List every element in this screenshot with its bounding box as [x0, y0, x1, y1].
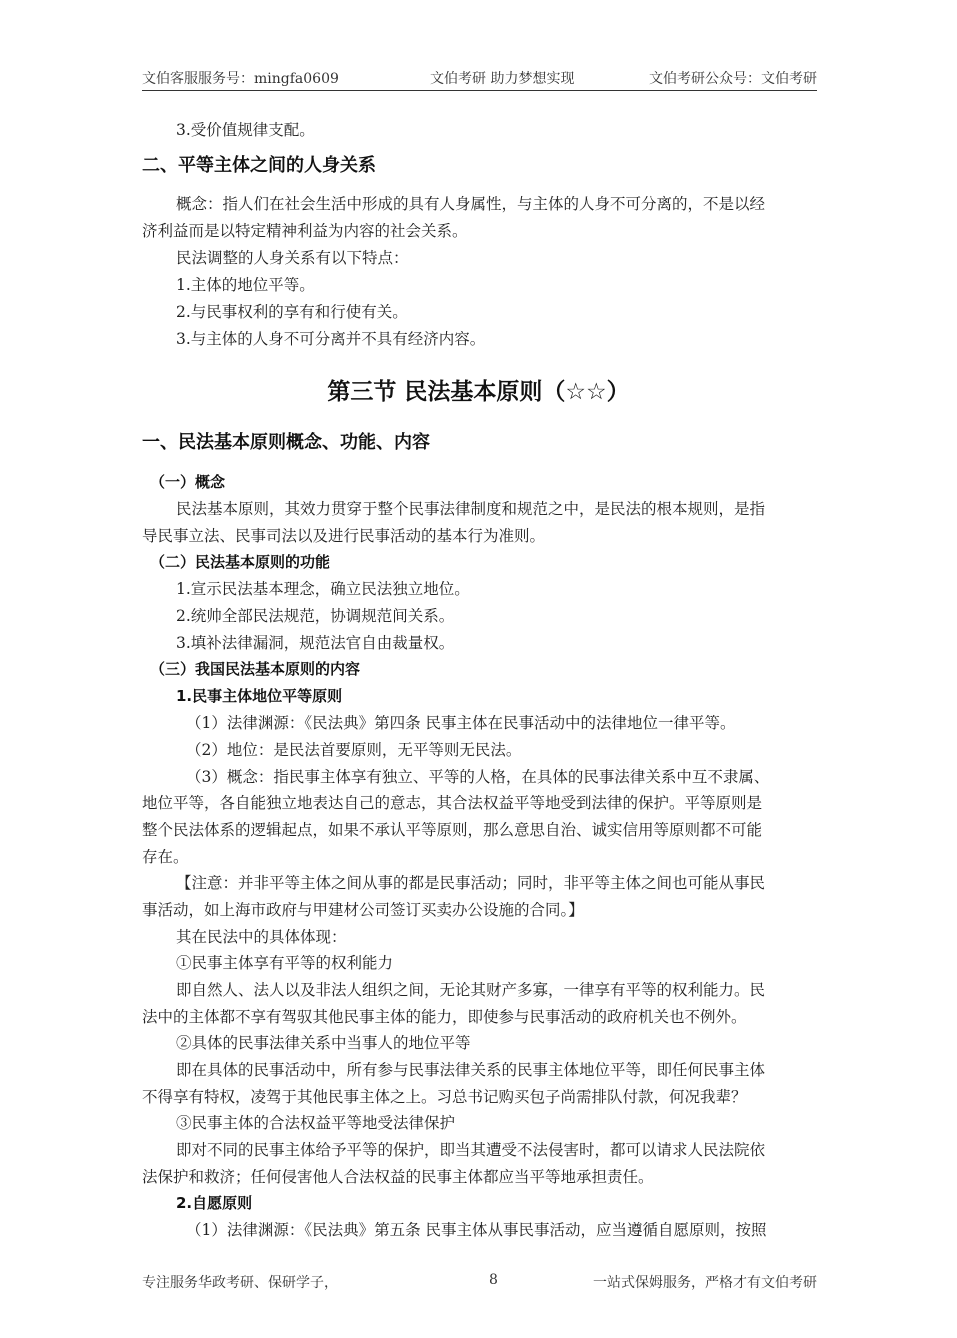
- body-line: 1.宣示民法基本理念，确立民法独立地位。: [176, 580, 470, 598]
- body-line: ③民事主体的合法权益平等地受法律保护: [176, 1114, 456, 1132]
- section-heading: 一、民法基本原则概念、功能、内容: [142, 432, 430, 453]
- header-left: 文伯客服服务号：mingfa0609: [142, 71, 339, 87]
- page-header: [142, 66, 817, 91]
- body-line: 存在。: [142, 848, 189, 866]
- body-line: 概念：指人们在社会生活中形成的具有人身属性，与主体的人身不可分离的，不是以经: [176, 195, 766, 213]
- body-line: （1）法律渊源：《民法典》第四条 民事主体在民事活动中的法律地位一律平等。: [186, 714, 736, 732]
- body-line: （3）概念：指民事主体享有独立、平等的人格，在具体的民事法律关系中互不隶属、: [186, 768, 770, 786]
- body-line: 其在民法中的具体体现：: [176, 928, 347, 946]
- body-line: 民法基本原则，其效力贯穿于整个民事法律制度和规范之中，是民法的根本规则，是指: [176, 500, 766, 518]
- footer-left: 专注服务华政考研、保研学子，: [142, 1275, 338, 1291]
- body-line: 法保护和救济；任何侵害他人合法权益的民事主体都应当平等地承担责任。: [142, 1168, 654, 1186]
- chapter-title: 第三节 民法基本原则（☆☆）: [327, 379, 630, 405]
- body-line: 民法调整的人身关系有以下特点：: [176, 249, 409, 267]
- subsection-heading: （二）民法基本原则的功能: [150, 553, 331, 571]
- note-line: 【注意：并非平等主体之间从事的都是民事活动；同时，非平等主体之间也可能从事民: [176, 874, 766, 892]
- body-line: 3.受价值规律支配。: [176, 121, 315, 139]
- note-line: 事活动，如上海市政府与甲建材公司签订买卖办公设施的合同。】: [142, 901, 584, 919]
- body-line: 即自然人、法人以及非法人组织之间，无论其财产多寡，一律享有平等的权利能力。民: [176, 981, 766, 999]
- body-line: 2.统帅全部民法规范，协调规范间关系。: [176, 607, 455, 625]
- body-line: 3.与主体的人身不可分离并不具有经济内容。: [176, 330, 486, 348]
- principle-heading: 1.民事主体地位平等原则: [176, 687, 343, 705]
- body-line: 1.主体的地位平等。: [176, 276, 315, 294]
- body-line: 整个民法体系的逻辑起点，如果不承认平等原则，那么意思自治、诚实信用等原则都不可能: [142, 821, 763, 839]
- body-line: 地位平等，各自能独立地表达自己的意志，其合法权益平等地受到法律的保护。平等原则是: [142, 794, 763, 812]
- body-line: （2）地位：是民法首要原则，无平等则无民法。: [186, 741, 522, 759]
- page-number: 8: [489, 1272, 498, 1288]
- subsection-heading: （三）我国民法基本原则的内容: [150, 660, 361, 678]
- body-line: 导民事立法、民事司法以及进行民事活动的基本行为准则。: [142, 527, 546, 545]
- footer-right: 一站式保姆服务，严格才有文伯考研: [593, 1275, 817, 1291]
- body-line: 济利益而是以特定精神利益为内容的社会关系。: [142, 222, 468, 240]
- body-line: 法中的主体都不享有驾驭其他民事主体的能力，即使参与民事活动的政府机关也不例外。: [142, 1008, 747, 1026]
- subsection-heading: （一）概念: [150, 473, 226, 491]
- body-line: 3.填补法律漏洞，规范法官自由裁量权。: [176, 634, 455, 652]
- body-line: 不得享有特权，凌驾于其他民事主体之上。习总书记购买包子尚需排队付款，何况我辈？: [142, 1088, 747, 1106]
- body-line: 即在具体的民事活动中，所有参与民事法律关系的民事主体地位平等，即任何民事主体: [176, 1061, 766, 1079]
- body-line: ①民事主体享有平等的权利能力: [176, 954, 394, 972]
- body-line: ②具体的民事法律关系中当事人的地位平等: [176, 1034, 471, 1052]
- principle-heading: 2.自愿原则: [176, 1194, 253, 1212]
- section-heading: 二、平等主体之间的人身关系: [142, 155, 376, 176]
- body-line: 2.与民事权利的享有和行使有关。: [176, 303, 408, 321]
- body-line: （1）法律渊源：《民法典》第五条 民事主体从事民事活动，应当遵循自愿原则，按照: [186, 1221, 767, 1239]
- header-center: 文伯考研 助力梦想实现: [430, 71, 575, 87]
- body-line: 即对不同的民事主体给予平等的保护，即当其遭受不法侵害时，都可以请求人民法院依: [176, 1141, 766, 1159]
- header-right: 文伯考研公众号：文伯考研: [649, 71, 817, 87]
